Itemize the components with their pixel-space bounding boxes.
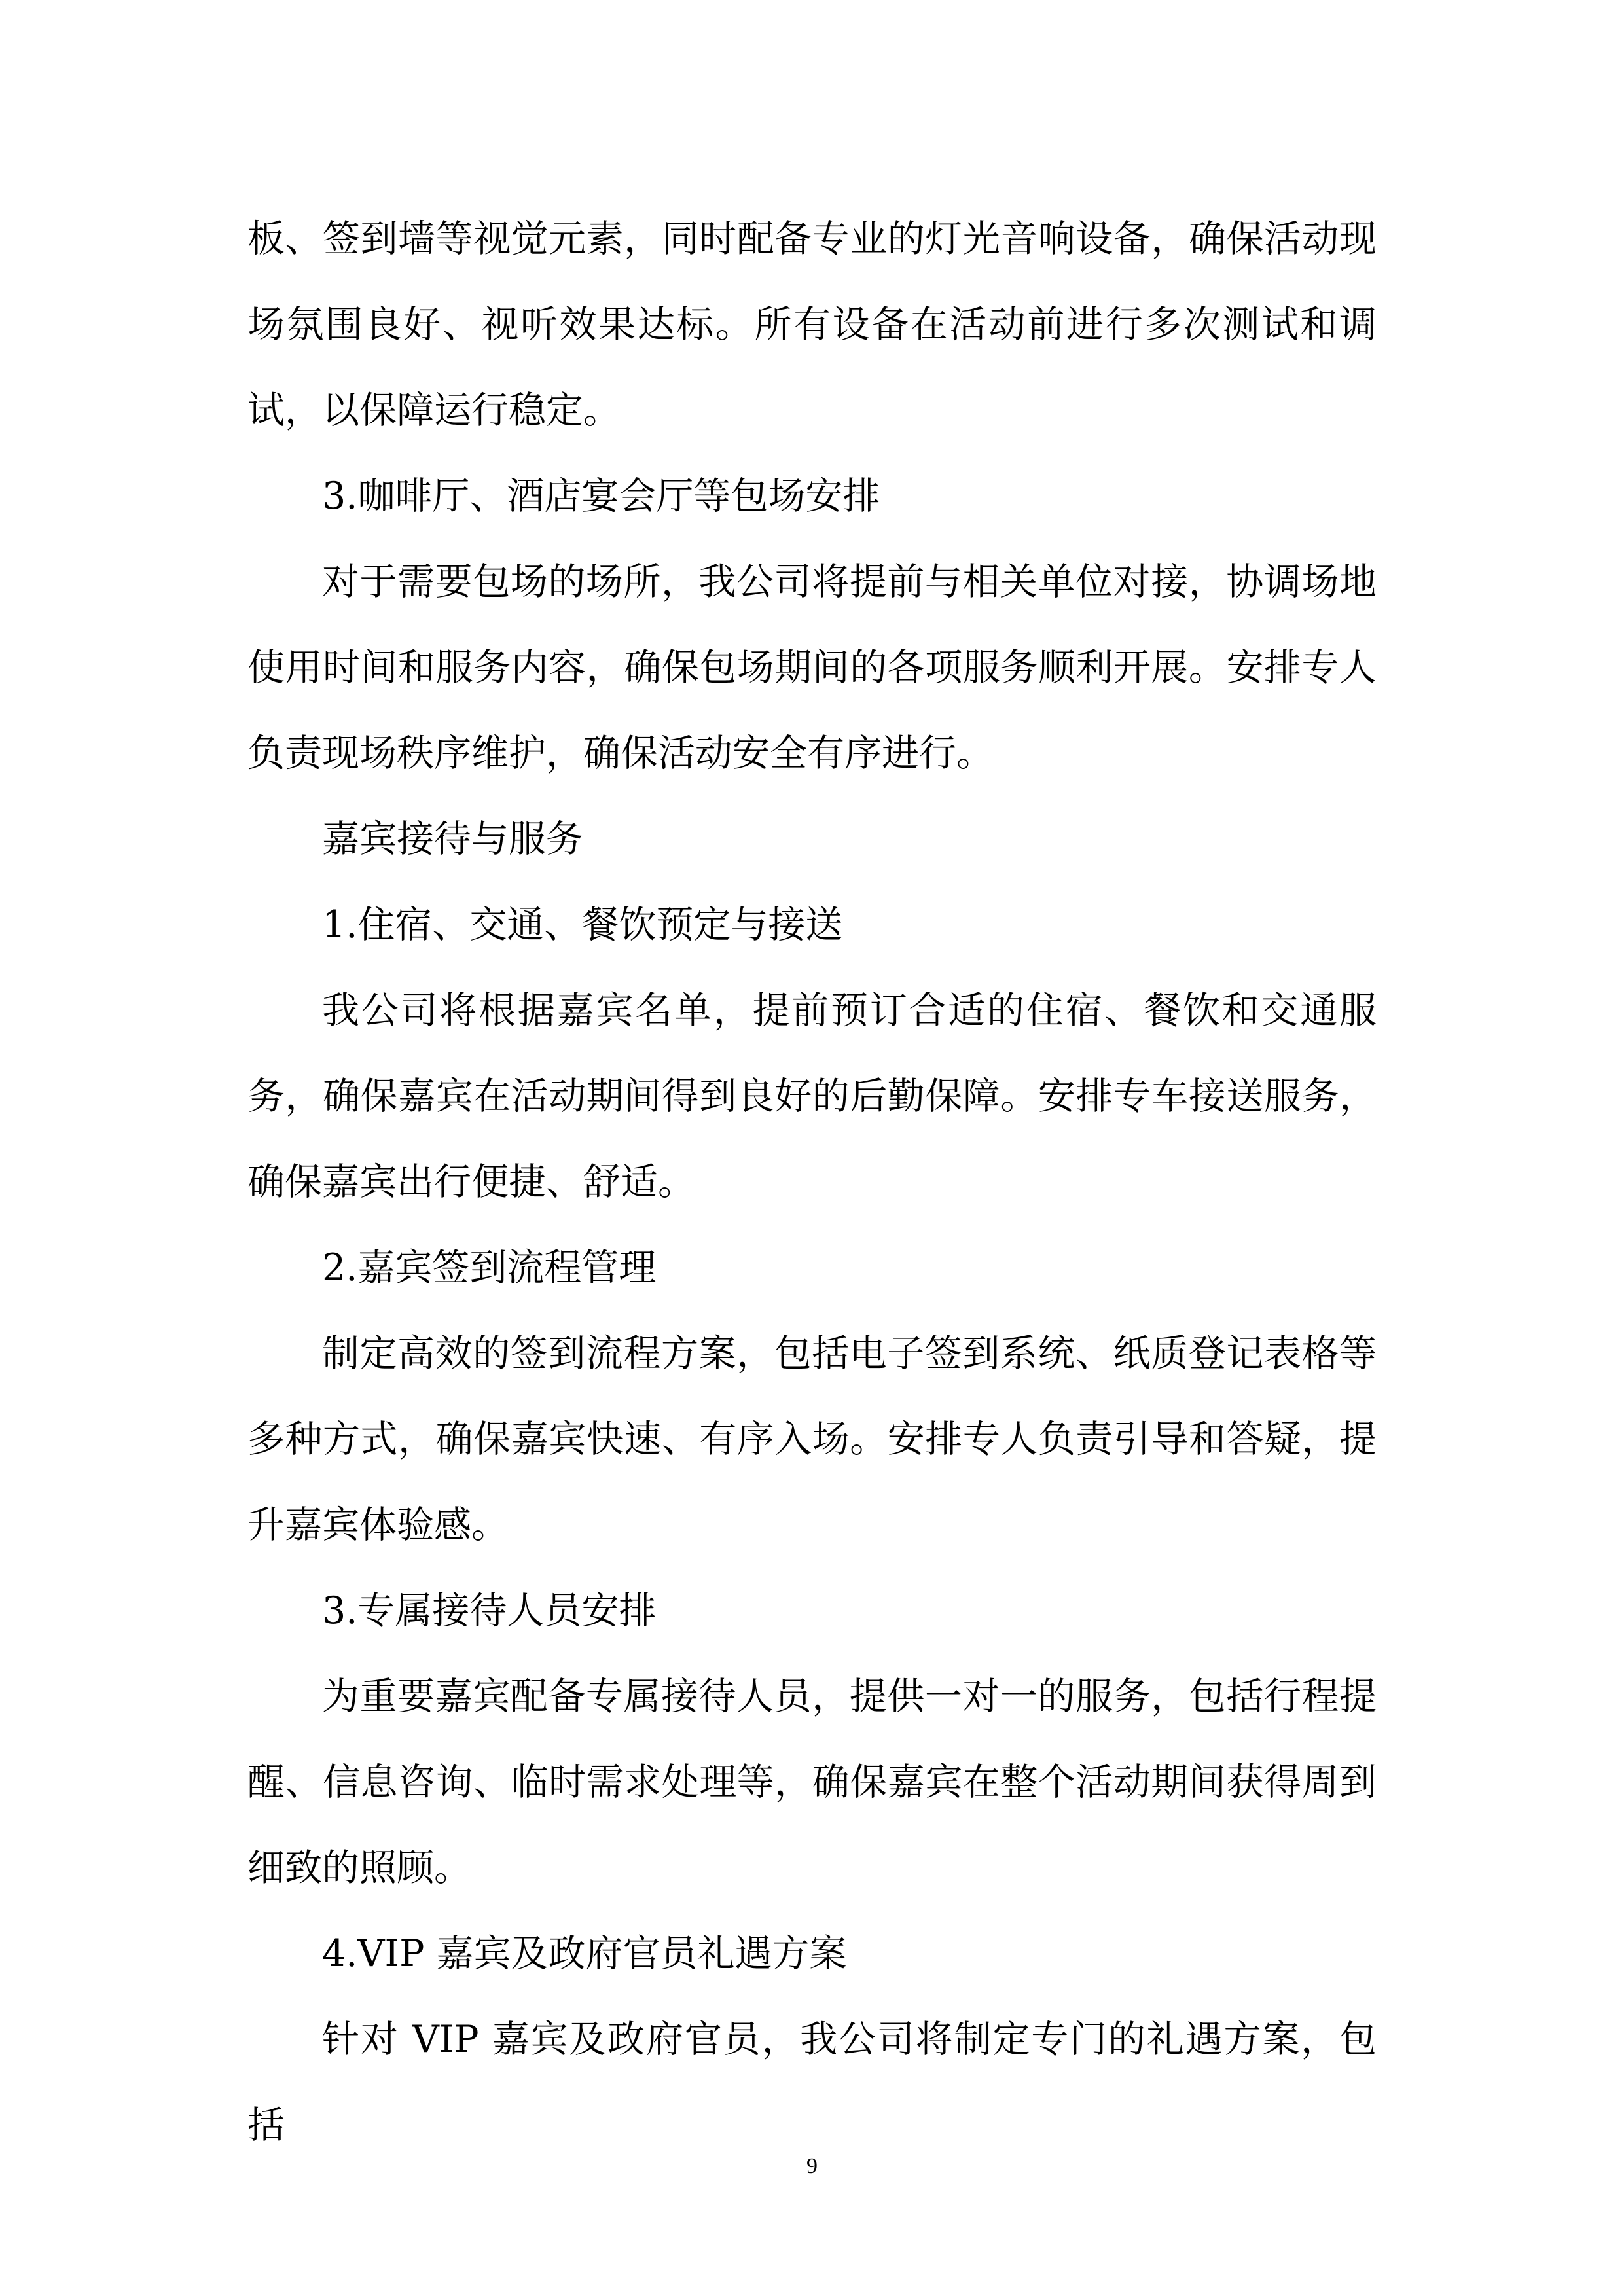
subsection-heading-venue-booking: 3.咖啡厅、酒店宴会厅等包场安排 xyxy=(322,475,880,518)
subsection-heading-dedicated-staff: 3.专属接待人员安排 xyxy=(322,1589,657,1632)
page-number: 9 xyxy=(806,2154,818,2178)
subsection-heading-vip-protocol: 4.VIP 嘉宾及政府官员礼遇方案 xyxy=(322,1932,847,1975)
body-paragraph: 为重要嘉宾配备专属接待人员，提供一对一的服务，包括行程提醒、信息咨询、临时需求处理等，确保嘉宾在整个活动期间获得周到细致的照顾。 xyxy=(247,1675,1377,1890)
subsection-heading-lodging-transport: 1.住宿、交通、餐饮预定与接送 xyxy=(322,903,843,946)
body-paragraph: 对于需要包场的场所，我公司将提前与相关单位对接，协调场地使用时间和服务内容，确保包场期间的各项服务顺利开展。安排专人负责现场秩序维护，确保活动安全有序进行。 xyxy=(247,560,1377,775)
body-paragraph: 制定高效的签到流程方案，包括电子签到系统、纸质登记表格等多种方式，确保嘉宾快速、有序入场。安排专人负责引导和答疑，提升嘉宾体验感。 xyxy=(247,1332,1377,1547)
section-heading-guest-reception: 嘉宾接待与服务 xyxy=(322,817,583,861)
page-body xyxy=(247,196,1377,2168)
body-paragraph: 我公司将根据嘉宾名单，提前预订合适的住宿、餐饮和交通服务，确保嘉宾在活动期间得到良好的后勤保障。安排专车接送服务，确保嘉宾出行便捷、舒适。 xyxy=(247,989,1377,1204)
subsection-heading-check-in: 2.嘉宾签到流程管理 xyxy=(322,1246,657,1289)
body-paragraph: 针对 VIP 嘉宾及政府官员，我公司将制定专门的礼遇方案，包括 xyxy=(247,2018,1377,2147)
body-paragraph-continued: 板、签到墙等视觉元素，同时配备专业的灯光音响设备，确保活动现场氛围良好、视听效果达标。所有设备在活动前进行多次测试和调试，以保障运行稳定。 xyxy=(247,217,1377,432)
